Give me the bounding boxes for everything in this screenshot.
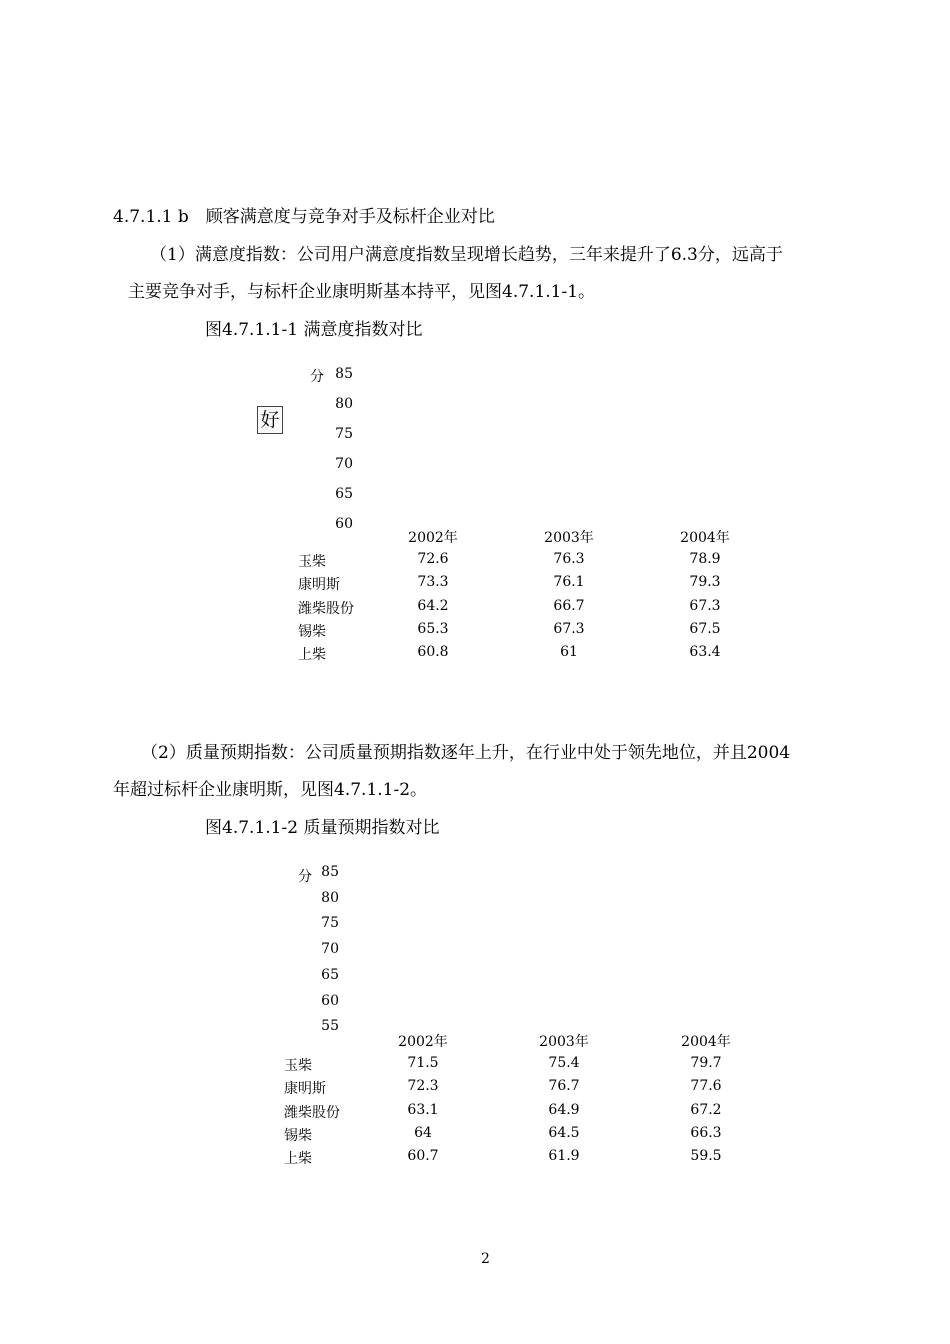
data-value: 78.9 <box>689 551 721 567</box>
y-tick-label: 85 <box>321 864 339 880</box>
y-tick-label: 75 <box>335 426 353 442</box>
category-label: 2003年 <box>539 1034 589 1050</box>
category-label: 2004年 <box>681 1034 731 1050</box>
y-tick-label: 70 <box>321 941 339 958</box>
series-name: 玉柴 <box>284 1058 312 1074</box>
series-name: 锡柴 <box>284 1127 312 1144</box>
y-axis-unit-label: 分 <box>310 369 324 385</box>
data-value: 61 <box>560 644 578 661</box>
series-name: 康明斯 <box>284 1081 326 1098</box>
y-tick-label: 75 <box>321 915 339 932</box>
data-value: 71.5 <box>407 1055 439 1071</box>
data-value: 64 <box>414 1124 432 1141</box>
data-value: 67.2 <box>690 1101 722 1118</box>
data-value: 75.4 <box>548 1055 580 1071</box>
data-value: 67.5 <box>689 620 721 637</box>
paragraph-1-line-1: （1）满意度指数：公司用户满意度指数呈现增长趋势，三年来提升了6.3分，远高于 <box>150 245 783 265</box>
data-value: 64.9 <box>548 1101 580 1118</box>
data-value: 67.3 <box>689 597 721 614</box>
series-name: 康明斯 <box>298 577 340 594</box>
data-value: 76.3 <box>553 551 585 567</box>
data-value: 65.3 <box>417 620 449 637</box>
paragraph-2-line-2: 年超过标杆企业康明斯，见图4.7.1.1-2。 <box>113 780 428 800</box>
y-tick-label: 65 <box>321 966 339 983</box>
data-value: 67.3 <box>553 620 585 637</box>
paragraph-2-line-1: （2）质量预期指数：公司质量预期指数逐年上升，在行业中处于领先地位，并且2004 <box>141 743 791 763</box>
series-name: 上柴 <box>284 1151 312 1168</box>
y-tick-label: 60 <box>321 992 339 1009</box>
page-number: 2 <box>481 1251 490 1267</box>
y-tick-label: 65 <box>335 486 353 502</box>
data-value: 66.3 <box>690 1124 722 1141</box>
data-value: 77.6 <box>690 1078 722 1095</box>
category-label: 2004年 <box>680 530 730 546</box>
y-axis-unit-label: 分 <box>298 869 312 885</box>
y-tick-label: 70 <box>335 456 353 472</box>
category-label: 2002年 <box>398 1034 448 1050</box>
data-value: 60.7 <box>407 1148 439 1165</box>
data-value: 79.7 <box>690 1055 722 1071</box>
data-value: 76.1 <box>553 574 585 591</box>
figure-2-caption: 图4.7.1.1-2 质量预期指数对比 <box>205 818 440 838</box>
series-name: 潍柴股份 <box>298 600 354 617</box>
figure-1-caption: 图4.7.1.1-1 满意度指数对比 <box>205 320 423 340</box>
data-value: 64.5 <box>548 1124 580 1141</box>
data-value: 63.1 <box>407 1101 439 1118</box>
series-name: 玉柴 <box>298 554 326 570</box>
data-value: 66.7 <box>553 597 585 614</box>
badge-icon: 好 <box>257 406 283 434</box>
series-name: 锡柴 <box>298 623 326 640</box>
data-value: 76.7 <box>548 1078 580 1095</box>
y-tick-label: 85 <box>335 366 353 382</box>
y-tick-label: 80 <box>321 889 339 906</box>
data-value: 64.2 <box>417 597 449 614</box>
y-tick-label: 80 <box>335 396 353 412</box>
data-value: 72.6 <box>417 551 449 567</box>
y-tick-label: 55 <box>321 1018 339 1035</box>
data-value: 73.3 <box>417 574 449 591</box>
data-value: 63.4 <box>689 644 721 661</box>
category-label: 2003年 <box>544 530 594 546</box>
section-title: 4.7.1.1 b 顾客满意度与竞争对手及标杆企业对比 <box>113 207 495 227</box>
data-value: 60.8 <box>417 644 449 661</box>
data-value: 72.3 <box>407 1078 439 1095</box>
data-value: 79.3 <box>689 574 721 591</box>
data-value: 61.9 <box>548 1148 580 1165</box>
data-value: 59.5 <box>690 1148 722 1165</box>
y-tick-label: 60 <box>335 516 353 532</box>
paragraph-1-line-2: 主要竞争对手，与标杆企业康明斯基本持平，见图4.7.1.1-1。 <box>128 282 596 302</box>
series-name: 上柴 <box>298 647 326 664</box>
category-label: 2002年 <box>408 530 458 546</box>
series-name: 潍柴股份 <box>284 1104 340 1121</box>
